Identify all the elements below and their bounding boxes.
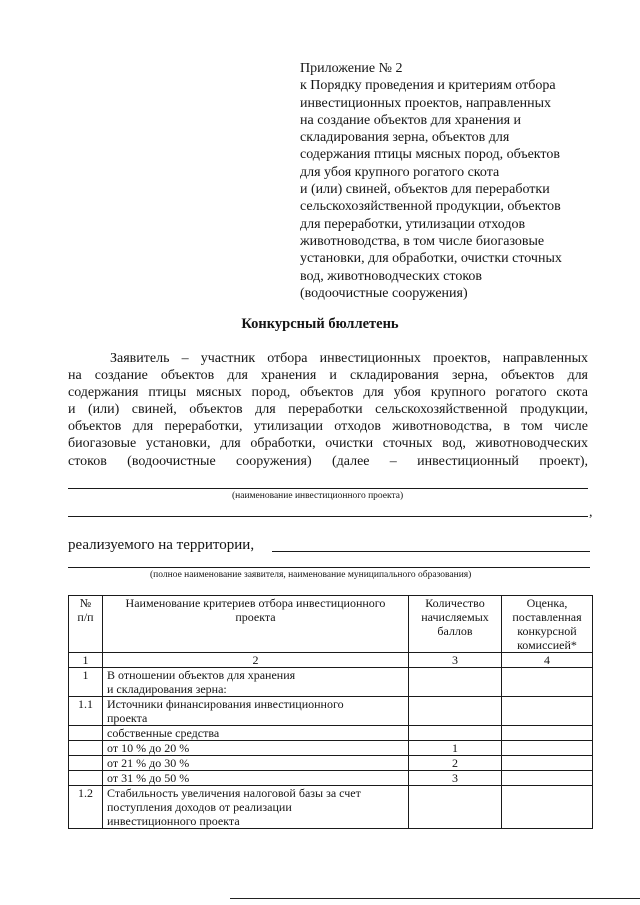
row-points (409, 726, 502, 741)
row-name-line: от 31 % до 50 % (107, 771, 190, 785)
row-points: 3 (409, 771, 502, 786)
territory-label: реализуемого на территории, (68, 537, 255, 553)
row-name (103, 726, 409, 741)
header-text: Оценка, (526, 596, 568, 610)
row-score-cell[interactable] (502, 697, 593, 726)
appendix-line: инвестиционных проектов, направленных (300, 95, 552, 111)
row-name-line: В отношении объектов для хранения (107, 668, 296, 682)
header-num (69, 596, 103, 653)
table-row (69, 786, 593, 829)
page-bottom-rule (230, 898, 640, 899)
row-name-line: Источники финансирования инвестиционного (107, 697, 344, 711)
row-name (103, 697, 409, 726)
header-text: баллов (437, 624, 473, 638)
row-name-line: собственные средства (107, 726, 220, 740)
appendix-line: сельскохозяйственной продукции, объектов (300, 199, 561, 215)
paragraph-line: объектов для переработки, утилизации отходов животноводства, в том числе (68, 419, 588, 435)
row-score-cell[interactable] (502, 771, 593, 786)
row-name-line: поступления доходов от реализации (107, 800, 292, 814)
row-name (103, 756, 409, 771)
row-name (103, 771, 409, 786)
row-points (409, 786, 502, 829)
appendix-line: содержания птицы мясных пород, объектов (300, 147, 560, 163)
appendix-line: животноводства, в том числе биогазовые (300, 233, 545, 249)
row-name-line: проекта (107, 711, 148, 725)
header-text: комиссией* (517, 638, 577, 652)
row-score-cell[interactable] (502, 741, 593, 756)
appendix-line: и (или) свиней, объектов для переработки (300, 182, 550, 198)
comma: , (589, 505, 593, 520)
document-title: Конкурсный бюллетень (241, 316, 399, 332)
header-text: поставленная (512, 610, 582, 624)
table-row (69, 756, 593, 771)
paragraph-line: стоков (водоочистные сооружения) (далее – инвестиционный проект), (68, 453, 588, 469)
table-header-row (69, 596, 593, 653)
appendix-heading (300, 60, 600, 302)
territory-blank-line[interactable] (272, 551, 590, 552)
header-text: проекта (235, 610, 276, 624)
row-num: 1.1 (69, 697, 103, 726)
row-points (409, 668, 502, 697)
table-row (69, 741, 593, 756)
row-num: 1.2 (69, 786, 103, 829)
paragraph-line: на создание объектов для хранения и складирования зерна, объектов для (68, 368, 588, 384)
row-name (103, 786, 409, 829)
column-number: 2 (103, 653, 409, 668)
row-num (69, 771, 103, 786)
appendix-line: на создание объектов для хранения и (300, 112, 522, 128)
applicant-caption: (полное наименование заявителя, наименование муниципального образования) (150, 570, 472, 580)
row-num (69, 741, 103, 756)
row-score-cell[interactable] (502, 786, 593, 829)
row-points: 1 (409, 741, 502, 756)
paragraph-line: Заявитель – участник отбора инвестиционных проектов, направленных (110, 351, 588, 366)
row-name-line: и складирования зерна: (107, 682, 227, 696)
row-name-line: Стабильность увеличения налоговой базы за счет (107, 786, 361, 800)
header-text: Наименование критериев отбора инвестиционного (125, 596, 386, 610)
row-num (69, 726, 103, 741)
applicant-blank-line[interactable] (68, 567, 590, 568)
header-text: начисляемых (421, 610, 489, 624)
column-number: 1 (69, 653, 103, 668)
header-text: № (79, 596, 92, 610)
appendix-line: складирования зерна, объектов для (300, 130, 510, 146)
appendix-line: (водоочистные сооружения) (300, 285, 468, 301)
row-score-cell[interactable] (502, 668, 593, 697)
row-name-line: инвестиционного проекта (107, 814, 240, 828)
column-number: 4 (502, 653, 593, 668)
row-num: 1 (69, 668, 103, 697)
table-row (69, 726, 593, 741)
row-score-cell[interactable] (502, 726, 593, 741)
header-name (103, 596, 409, 653)
row-name-line: от 10 % до 20 % (107, 741, 190, 755)
header-points (409, 596, 502, 653)
appendix-line: Приложение № 2 (300, 61, 403, 76)
header-score (502, 596, 593, 653)
column-number: 3 (409, 653, 502, 668)
paragraph-line: и (или) свиней, объектов для переработки сельскохозяйственной продукции, (68, 402, 588, 418)
appendix-line: установки, для обработки, очистки сточных (300, 251, 562, 267)
header-text: Количество (425, 596, 485, 610)
project-name-caption: (наименование инвестиционного проекта) (232, 491, 404, 501)
project-name-blank-line[interactable] (68, 488, 588, 489)
row-points (409, 697, 502, 726)
appendix-line: для переработки, утилизации отходов (300, 216, 526, 232)
header-text: конкурсной (517, 624, 577, 638)
paragraph-line: содержания птицы мясных пород, объектов для убоя крупного рогатого скота (68, 385, 588, 401)
appendix-line: вод, животноводческих стоков (300, 268, 483, 284)
row-name (103, 668, 409, 697)
project-name-blank-line-2[interactable] (68, 516, 588, 517)
appendix-line: к Порядку проведения и критериям отбора (300, 78, 556, 94)
row-num (69, 756, 103, 771)
criteria-table (68, 595, 593, 829)
applicant-paragraph (68, 350, 588, 470)
row-name-line: от 21 % до 30 % (107, 756, 190, 770)
appendix-line: для убоя крупного рогатого скота (300, 164, 500, 180)
table-row (69, 697, 593, 726)
table-row (69, 771, 593, 786)
row-name (103, 741, 409, 756)
paragraph-line: биогазовые установки, для обработки, очистки сточных вод, животноводческих (68, 436, 588, 452)
header-text: п/п (77, 610, 94, 624)
row-points: 2 (409, 756, 502, 771)
row-score-cell[interactable] (502, 756, 593, 771)
table-row (69, 668, 593, 697)
column-number-row (69, 653, 593, 668)
